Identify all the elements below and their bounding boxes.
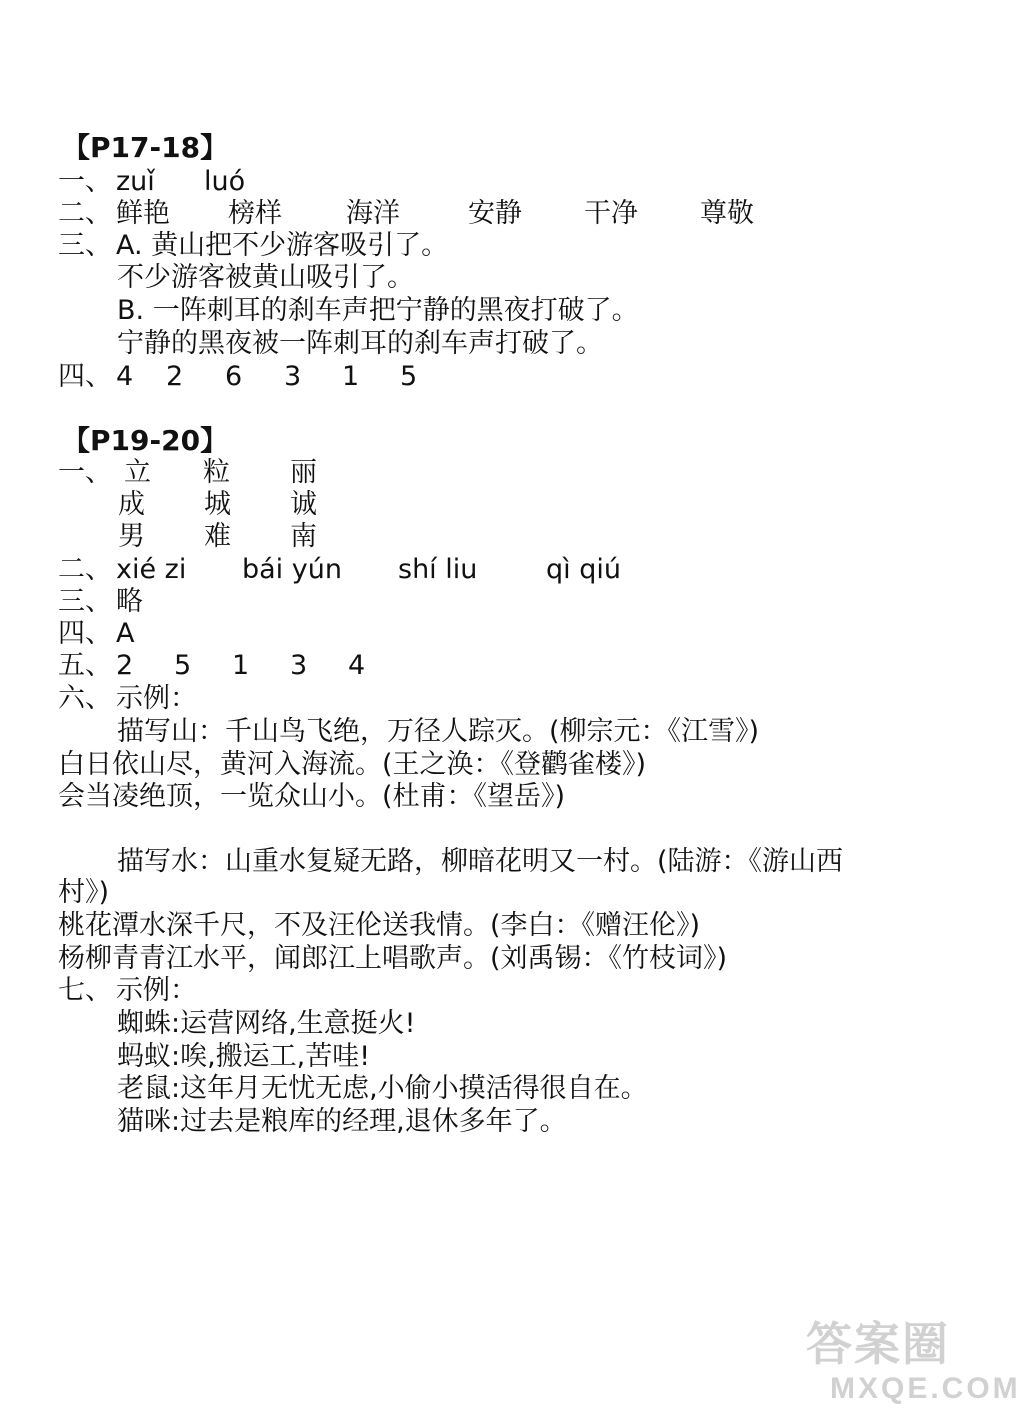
s1-q1-item: zuǐ [116, 166, 155, 197]
s2-q4-text: A [116, 618, 135, 649]
s2-q5-item: 1 [232, 650, 250, 681]
s1-q2-item: 干净 [584, 198, 638, 229]
s1-q2-item: 海洋 [346, 198, 400, 229]
s2-q1-label: 一、 [58, 457, 112, 488]
s2-q3-text: 略 [116, 586, 143, 617]
s2-q7-line: 蚂蚁:唉,搬运工,苦哇! [117, 1041, 371, 1072]
s2-q1-char: 难 [204, 521, 231, 552]
s1-q4-item: 1 [342, 361, 360, 392]
s1-q2-item: 安静 [468, 198, 522, 229]
s1-q3-line: 宁静的黑夜被一阵刺耳的刹车声打破了。 [117, 328, 603, 359]
s1-q4-item: 6 [225, 361, 243, 392]
s2-q1-char: 诚 [290, 489, 317, 520]
s2-q6-line: 白日依山尽，黄河入海流。(王之涣：《登鹳雀楼》) [58, 749, 647, 780]
watermark-logo [806, 1318, 1021, 1410]
section-heading-p19-20: 【P19-20】 [62, 424, 229, 457]
s1-q2-item: 榜样 [228, 198, 282, 229]
s1-q2-label: 二、 [58, 198, 112, 229]
s2-q7-intro: 示例： [116, 975, 197, 1006]
s2-q5-item: 3 [290, 650, 308, 681]
s2-q5-item: 2 [116, 650, 134, 681]
s1-q4-item: 5 [400, 361, 418, 392]
s2-q5-item: 4 [348, 650, 366, 681]
s2-q6-label: 六、 [58, 683, 112, 714]
section-heading-p17-18: 【P17-18】 [62, 131, 229, 164]
s2-q1-char: 成 [118, 489, 145, 520]
s2-q2-item: bái yún [242, 554, 342, 585]
s1-q4-item: 4 [116, 361, 134, 392]
s2-q7-line: 猫咪:过去是粮库的经理,退休多年了。 [117, 1106, 567, 1137]
s2-q5-label: 五、 [58, 650, 112, 681]
s1-q1-label: 一、 [58, 166, 112, 197]
s1-q4-item: 2 [166, 361, 184, 392]
s2-q2-item: shí liu [398, 554, 478, 585]
s2-q6-line: 描写山：千山鸟飞绝，万径人踪灭。(柳宗元：《江雪》) [117, 716, 760, 747]
watermark-url: MXQE.COM [830, 1372, 1021, 1405]
s1-q3-line: 不少游客被黄山吸引了。 [117, 262, 414, 293]
s2-q7-line: 老鼠:这年月无忧无虑,小偷小摸活得很自在。 [117, 1073, 648, 1104]
s1-q3-line: B. 一阵刺耳的刹车声把宁静的黑夜打破了。 [117, 295, 639, 326]
s2-q1-char: 城 [204, 489, 231, 520]
s1-q4-item: 3 [284, 361, 302, 392]
s2-q7-line: 蜘蛛:运营网络,生意挺火! [117, 1008, 416, 1039]
s2-q6-line: 桃花潭水深千尺，不及汪伦送我情。(李白：《赠汪伦》) [58, 910, 701, 941]
s1-q2-item: 尊敬 [700, 198, 754, 229]
s2-q1-char: 男 [118, 521, 145, 552]
s1-q4-label: 四、 [58, 361, 112, 392]
s2-q7-label: 七、 [58, 975, 112, 1006]
s2-q6-line: 杨柳青青江水平，闻郎江上唱歌声。(刘禹锡：《竹枝词》) [58, 943, 728, 974]
s2-q6-line: 会当凌绝顶，一览众山小。(杜甫：《望岳》) [58, 781, 566, 812]
s2-q1-char: 南 [290, 521, 317, 552]
s1-q3-line: A. 黄山把不少游客吸引了。 [116, 230, 449, 261]
s1-q1-item: luó [204, 166, 246, 197]
s2-q6-intro: 示例： [116, 683, 197, 714]
watermark-title: 答案圈 [806, 1318, 950, 1370]
s2-q2-item: xié zi [116, 554, 187, 585]
s2-q4-label: 四、 [58, 618, 112, 649]
s2-q2-label: 二、 [58, 554, 112, 585]
s2-q6-line: 描写水：山重水复疑无路，柳暗花明又一村。(陆游：《游山西 [117, 846, 844, 877]
s2-q1-char: 丽 [290, 457, 317, 488]
s1-q3-label: 三、 [58, 230, 112, 261]
s2-q3-label: 三、 [58, 586, 112, 617]
s2-q1-char: 粒 [203, 457, 230, 488]
s2-q2-item: qì qiú [546, 554, 621, 585]
s2-q1-char: 立 [124, 457, 151, 488]
s2-q6-line: 村》) [58, 877, 110, 908]
s1-q2-item: 鲜艳 [116, 198, 170, 229]
s2-q5-item: 5 [174, 650, 192, 681]
